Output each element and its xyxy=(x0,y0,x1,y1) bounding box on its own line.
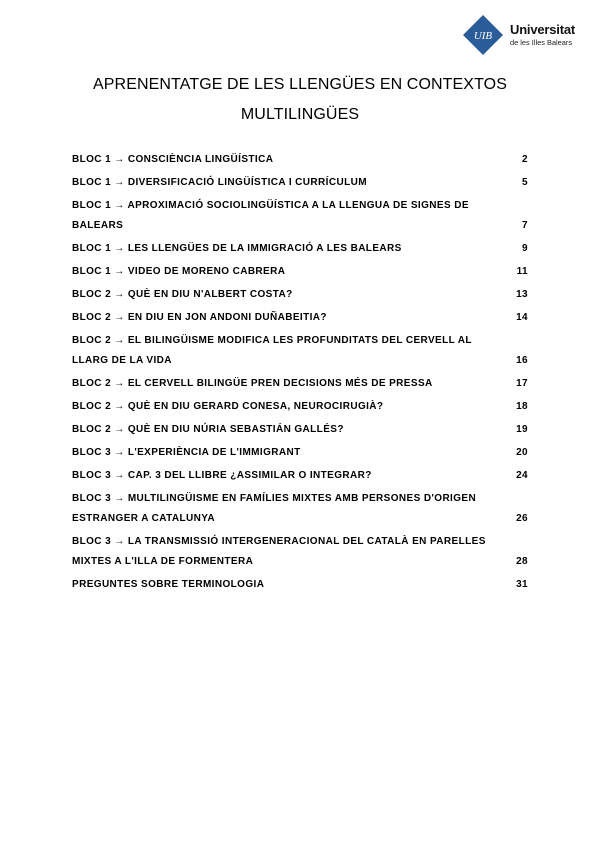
table-of-contents xyxy=(72,150,528,598)
toc-entry[interactable] xyxy=(72,443,528,463)
logo-name: Universitat xyxy=(510,22,575,38)
toc-entry[interactable] xyxy=(72,466,528,486)
toc-entry-page: 17 xyxy=(516,378,528,389)
toc-entry-page: 24 xyxy=(516,470,528,481)
toc-entry-page: 2 xyxy=(522,154,528,165)
toc-entry[interactable] xyxy=(72,397,528,417)
toc-entry[interactable] xyxy=(72,150,528,170)
toc-entry-page: 13 xyxy=(516,289,528,300)
toc-entry-page: 20 xyxy=(516,447,528,458)
toc-entry-page: 11 xyxy=(516,266,528,277)
toc-entry-title: BLOC 1 → APROXIMACIÓ SOCIOLINGÜÍSTICA A LA LLENGUA DE SIGNES DE BALEARS xyxy=(72,200,469,231)
toc-entry-page: 7 xyxy=(522,220,528,231)
toc-entry[interactable] xyxy=(72,196,528,236)
toc-entry-title: BLOC 2 → EN DIU EN JON ANDONI DUÑABEITIA? xyxy=(72,312,327,323)
toc-entry-page: 14 xyxy=(516,312,528,323)
toc-entry-title: BLOC 2 → QUÈ EN DIU N'ALBERT COSTA? xyxy=(72,289,293,300)
toc-entry-title: BLOC 2 → EL CERVELL BILINGÜE PREN DECISIONS MÉS DE PRESSA xyxy=(72,378,433,389)
title-line-2: MULTILINGÜES xyxy=(240,106,360,123)
uib-shield-icon xyxy=(462,14,504,56)
toc-entry-title: PREGUNTES SOBRE TERMINOLOGIA xyxy=(72,579,265,590)
toc-entry-title: BLOC 2 → EL BILINGÜISME MODIFICA LES PROFUNDITATS DEL CERVELL AL LLARG DE LA VIDA xyxy=(72,335,472,366)
toc-entry-title: BLOC 3 → MULTILINGÜISME EN FAMÍLIES MIXTES AMB PERSONES D'ORIGEN ESTRANGER A CATALUNYA xyxy=(72,493,477,524)
toc-entry-page: 28 xyxy=(516,556,528,567)
toc-entry[interactable] xyxy=(72,173,528,193)
logo-mark-text: UIB xyxy=(473,30,493,42)
toc-entry[interactable] xyxy=(72,374,528,394)
toc-entry-page: 26 xyxy=(516,513,528,524)
page-title xyxy=(60,70,540,130)
toc-entry-title: BLOC 3 → CAP. 3 DEL LLIBRE ¿ASSIMILAR O INTEGRAR? xyxy=(72,470,372,481)
toc-entry-title: BLOC 1 → CONSCIÈNCIA LINGÜÍSTICA xyxy=(72,154,274,165)
toc-entry-page: 16 xyxy=(516,355,528,366)
toc-entry[interactable] xyxy=(72,489,528,529)
toc-entry[interactable] xyxy=(72,308,528,328)
toc-entry-page: 9 xyxy=(522,243,528,254)
logo-subtitle: de les Illes Balears xyxy=(510,38,573,48)
toc-entry[interactable] xyxy=(72,420,528,440)
toc-entry-page: 18 xyxy=(516,401,528,412)
title-line-1: APRENENTATGE DE LES LLENGÜES EN CONTEXTOS xyxy=(93,76,507,93)
toc-entry-page: 31 xyxy=(516,579,528,590)
toc-entry[interactable] xyxy=(72,285,528,305)
toc-entry[interactable] xyxy=(72,532,528,572)
toc-entry-title: BLOC 1 → VIDEO DE MORENO CABRERA xyxy=(72,266,286,277)
toc-entry[interactable] xyxy=(72,331,528,371)
toc-entry-title: BLOC 1 → LES LLENGÜES DE LA IMMIGRACIÓ A LES BALEARS xyxy=(72,243,402,254)
toc-entry-title: BLOC 2 → QUÈ EN DIU GERARD CONESA, NEUROCIRUGIÀ? xyxy=(72,401,384,412)
toc-entry-title: BLOC 3 → LA TRANSMISSIÓ INTERGENERACIONAL DEL CATALÀ EN PARELLES MIXTES A L'ILLA DE FORMENTERA xyxy=(72,536,486,567)
toc-entry[interactable] xyxy=(72,239,528,259)
toc-entry-title: BLOC 2 → QUÈ EN DIU NÚRIA SEBASTIÁN GALLÉS? xyxy=(72,424,344,435)
toc-entry-title: BLOC 3 → L'EXPERIÈNCIA DE L'IMMIGRANT xyxy=(72,447,301,458)
toc-entry-title: BLOC 1 → DIVERSIFICACIÓ LINGÜÍSTICA I CURRÍCULUM xyxy=(72,177,367,188)
toc-entry[interactable] xyxy=(72,575,528,595)
toc-entry-page: 19 xyxy=(516,424,528,435)
toc-entry-page: 5 xyxy=(522,177,528,188)
toc-entry[interactable] xyxy=(72,262,528,282)
university-logo xyxy=(462,14,575,56)
